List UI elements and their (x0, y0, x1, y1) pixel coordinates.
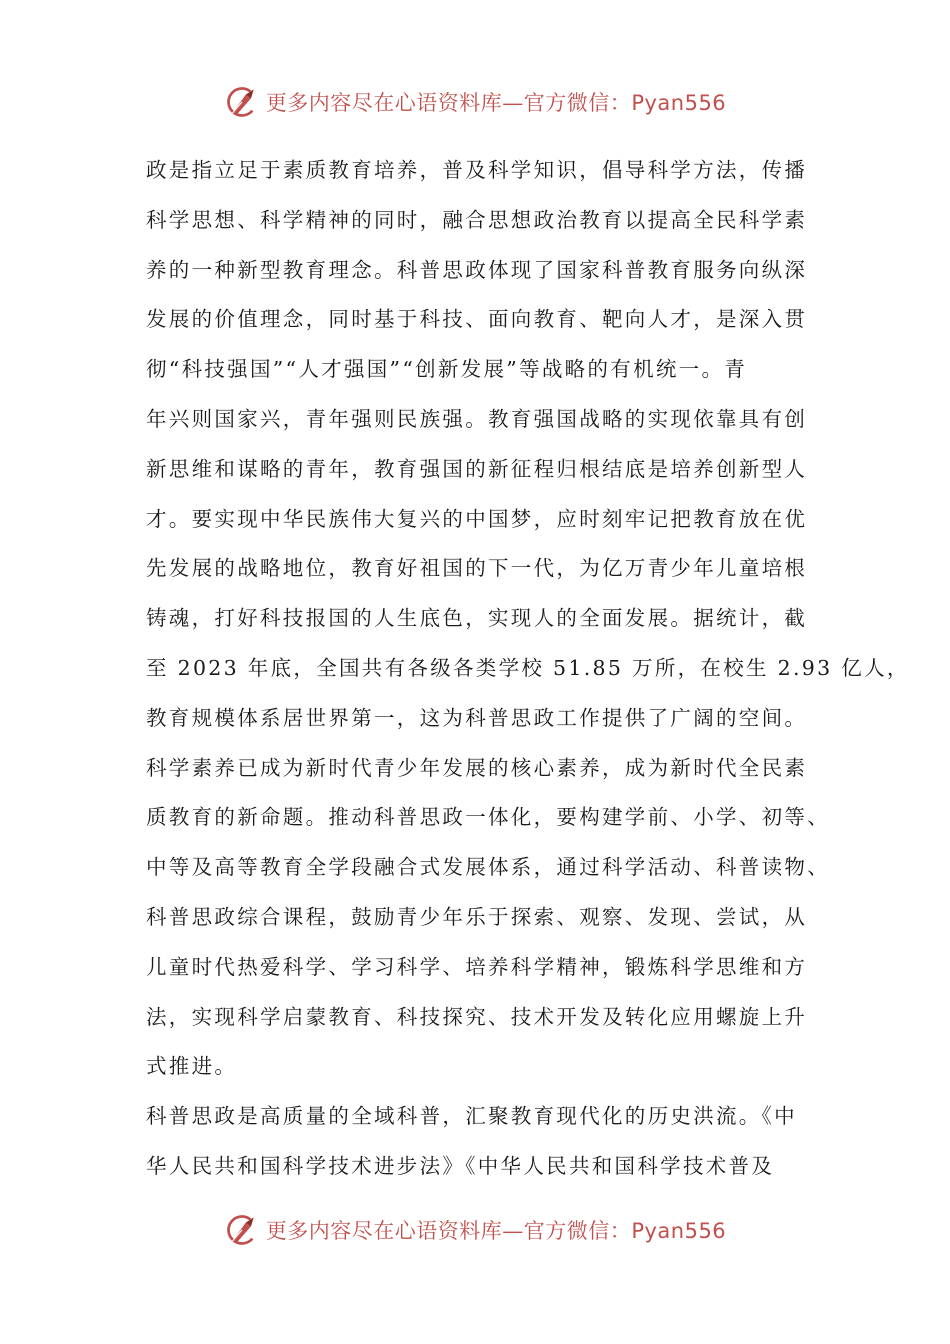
text-line: 科普思政综合课程，鼓励青少年乐于探索、观察、发现、尝试，从 (146, 904, 808, 929)
text-line: 发展的价值理念，同时基于科技、面向教育、靶向人才，是深入贯 (146, 307, 808, 332)
header-banner (0, 82, 950, 122)
text-line: 科普思政是高质量的全域科普，汇聚教育现代化的历史洪流。《中 (146, 1104, 797, 1129)
text-line: 华人民共和国科学技术进步法》《中华人民共和国科学技术普及 (146, 1153, 775, 1178)
header-wechat-id: Pyan556 (631, 91, 727, 115)
text-line: 政是指立足于素质教育培养，普及科学知识，倡导科学方法，传播 (146, 158, 808, 182)
footer-wechat-id: Pyan556 (631, 1219, 727, 1243)
text-line: 中等及高等教育全学段融合式发展体系，通过科学活动、科普读物、 (146, 855, 830, 880)
text-line: 铸魂，打好科技报国的人生底色，实现人的全面发展。据统计，截 (146, 606, 808, 631)
pen-quill-logo-icon (224, 84, 260, 120)
footer-banner-text: 更多内容尽在心语资料库—官方微信：Pyan556 (265, 1219, 727, 1243)
pen-quill-logo-icon (224, 1212, 260, 1248)
text-line: 新思维和谋略的青年，教育强国的新征程归根结底是培养创新型人 (146, 456, 808, 481)
text-line: 式推进。 (146, 1054, 238, 1079)
document-body (146, 146, 910, 1192)
text-line: 养的一种新型教育理念。科普思政体现了国家科普教育服务向纵深 (146, 257, 808, 282)
header-banner-text: 更多内容尽在心语资料库—官方微信：Pyan556 (265, 91, 727, 115)
text-line: 科学思想、科学精神的同时，融合思想政治教育以提高全民科学素 (146, 207, 808, 232)
text-line: 彻“科技强国”“人才强国”“创新发展”等战略的有机统一。青 (146, 357, 748, 382)
text-line: 教育规模体系居世界第一，这为科普思政工作提供了广阔的空间。 (146, 705, 808, 730)
text-line: 年兴则国家兴，青年强则民族强。教育强国战略的实现依靠具有创 (146, 406, 808, 431)
text-line: 至 2023 年底，全国共有各级各类学校 51.85 万所，在校生 2.93 亿人， (146, 655, 910, 680)
text-line: 科学素养已成为新时代青少年发展的核心素养，成为新时代全民素 (146, 755, 808, 780)
footer-banner (0, 1210, 950, 1250)
text-line: 先发展的战略地位，教育好祖国的下一代，为亿万青少年儿童培根 (146, 556, 808, 581)
text-line: 质教育的新命题。推动科普思政一体化，要构建学前、小学、初等、 (146, 805, 830, 830)
text-line: 法，实现科学启蒙教育、科技探究、技术开发及转化应用螺旋上升 (146, 1004, 808, 1029)
text-line: 儿童时代热爱科学、学习科学、培养科学精神，锻炼科学思维和方 (146, 954, 808, 979)
text-line: 才。要实现中华民族伟大复兴的中国梦，应时刻牢记把教育放在优 (146, 506, 808, 531)
